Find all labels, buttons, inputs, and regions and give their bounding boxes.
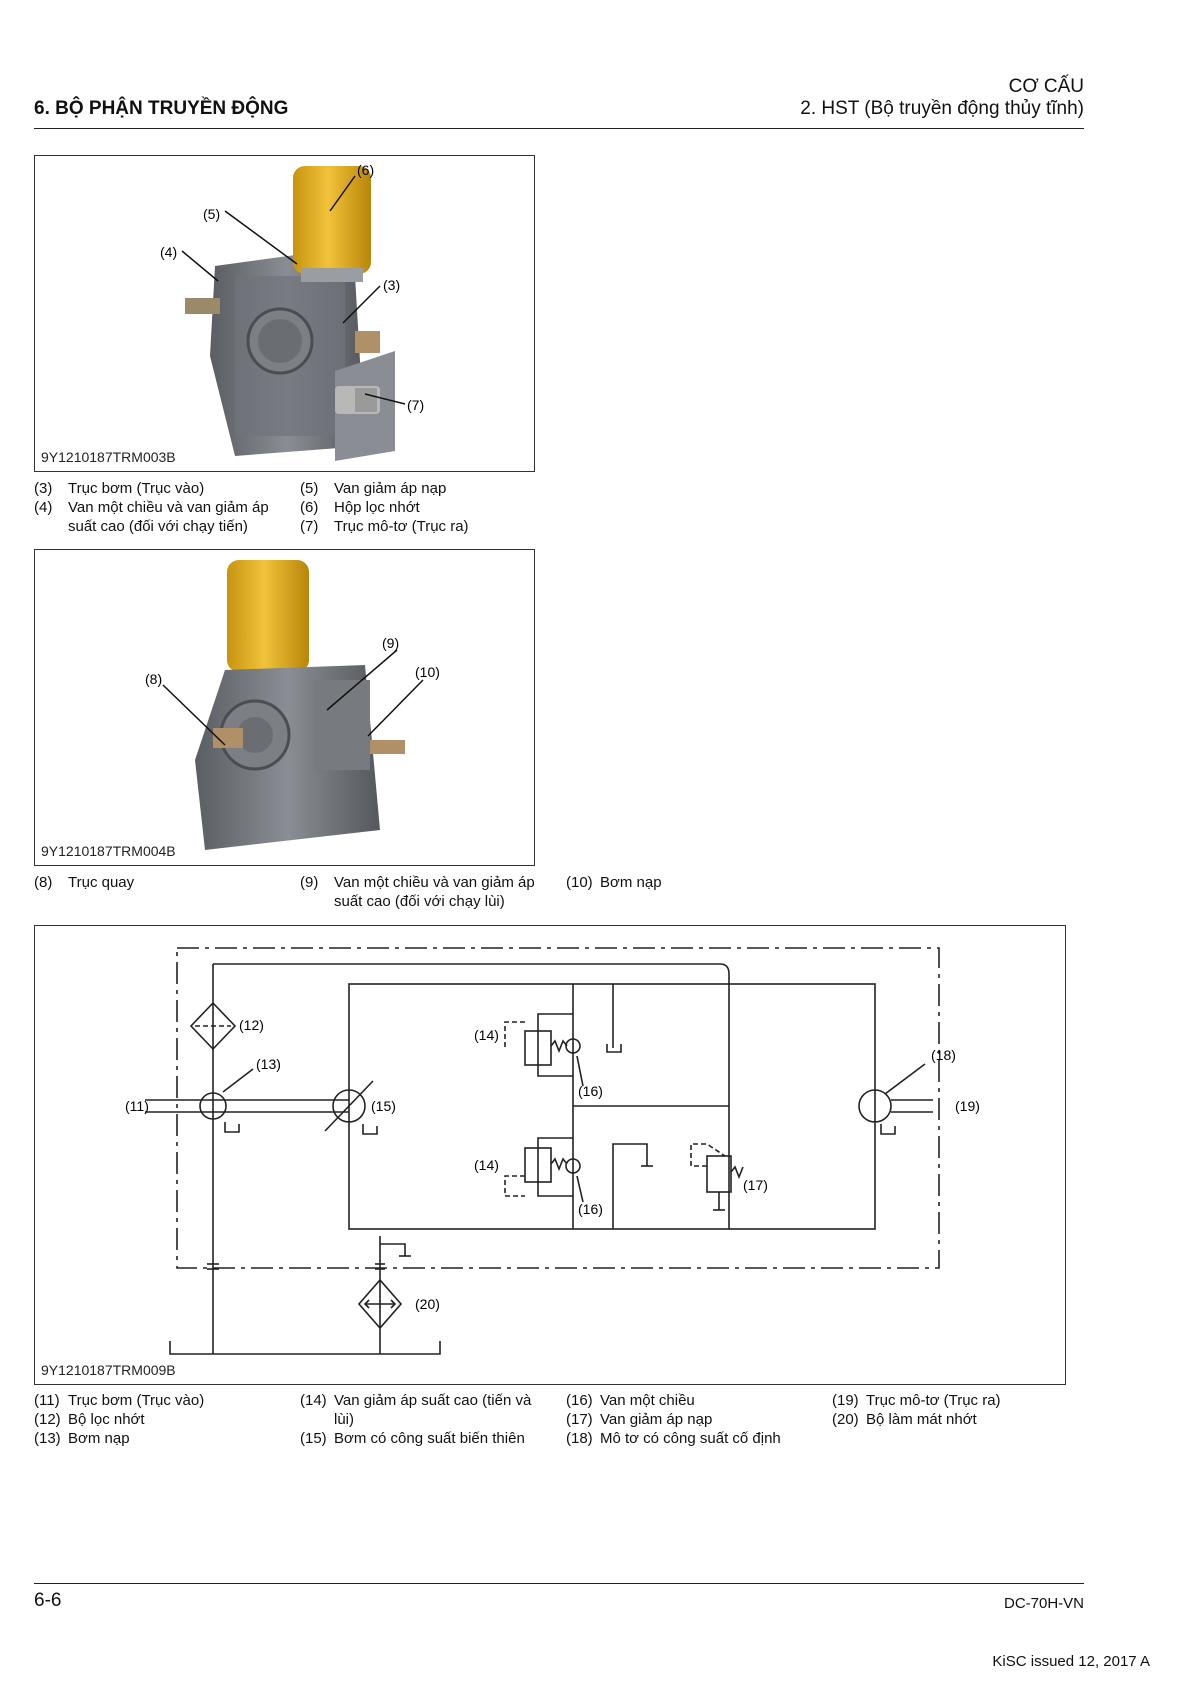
fig2-caption-col3: (10) Bơm nạp: [566, 874, 662, 891]
label-18: (18): [931, 1047, 956, 1063]
fig1-label-7: (7): [407, 397, 425, 413]
label-17: (17): [743, 1177, 768, 1193]
figure-2-photo: [34, 549, 535, 866]
fig1-caption-col2: (5) Van giảm áp nạp (6) Hộp lọc nhớt (7) Trục mô-tơ (Trục ra): [300, 480, 469, 535]
section-title: 6. BỘ PHẬN TRUYỀN ĐỘNG: [34, 98, 289, 119]
document-code: DC-70H-VN: [1003, 1595, 1084, 1612]
fig1-label-5: (5): [203, 206, 221, 222]
label-20: (20): [415, 1296, 440, 1312]
hst-unit-rear-illustration: [35, 550, 534, 865]
figure-2-id: 9Y1210187TRM004B: [41, 843, 176, 859]
label-19: (19): [955, 1098, 980, 1114]
fig2-caption-col2: (9) Van một chiều và van giảm áp suất cao (đối với chạy lùi): [300, 874, 535, 910]
header-rule: [34, 128, 1084, 129]
label-16-upper: (16): [578, 1083, 603, 1099]
label-15: (15): [371, 1098, 396, 1114]
footer-rule: [34, 1583, 1084, 1584]
fig3-caption-col1: (11) Trục bơm (Trục vào) (12) Bộ lọc nhớt (13) Bơm nạp: [34, 1392, 205, 1447]
label-12: (12): [239, 1017, 264, 1033]
issue-note: KiSC issued 12, 2017 A: [992, 1653, 1150, 1670]
fig3-caption-col4: (19) Trục mô-tơ (Trục ra) (20) Bộ làm mát nhớt: [832, 1392, 1001, 1428]
figure-1-photo: [34, 155, 535, 472]
figure-3-id: 9Y1210187TRM009B: [41, 1362, 176, 1378]
fig2-label-9: (9): [382, 635, 400, 651]
page-number: 6-6: [34, 1590, 62, 1611]
label-16-lower: (16): [578, 1201, 603, 1217]
fig1-label-3: (3): [383, 277, 401, 293]
fig3-caption-col3: (16) Van một chiều (17) Van giảm áp nạp (18) Mô tơ có công suất cố định: [566, 1392, 781, 1447]
subsection-title: 2. HST (Bộ truyền động thủy tĩnh): [800, 98, 1084, 119]
hydraulic-circuit-diagram: [35, 926, 1065, 1384]
fig1-caption-col1: (3) Trục bơm (Trục vào) (4) Van một chiều và van giảm áp suất cao (đối với chạy tiến): [34, 480, 269, 535]
hst-unit-front-illustration: [35, 156, 534, 471]
fig2-label-8: (8): [145, 671, 163, 687]
figure-3-hydraulic-circuit: [34, 925, 1066, 1385]
fig1-label-6: (6): [357, 162, 375, 178]
label-14-lower: (14): [474, 1157, 499, 1173]
fig1-label-4: (4): [160, 244, 178, 260]
fig3-caption-col2: (14) Van giảm áp suất cao (tiến và lùi) (15) Bơm có công suất biến thiên: [300, 1392, 532, 1447]
label-14-upper: (14): [474, 1027, 499, 1043]
label-11: (11): [125, 1098, 149, 1114]
figure-1-id: 9Y1210187TRM003B: [41, 449, 176, 465]
header-category: CƠ CẤU: [1008, 76, 1084, 97]
label-13: (13): [256, 1056, 281, 1072]
fig2-caption-col1: (8) Trục quay: [34, 874, 135, 891]
fig2-label-10: (10): [415, 664, 440, 680]
